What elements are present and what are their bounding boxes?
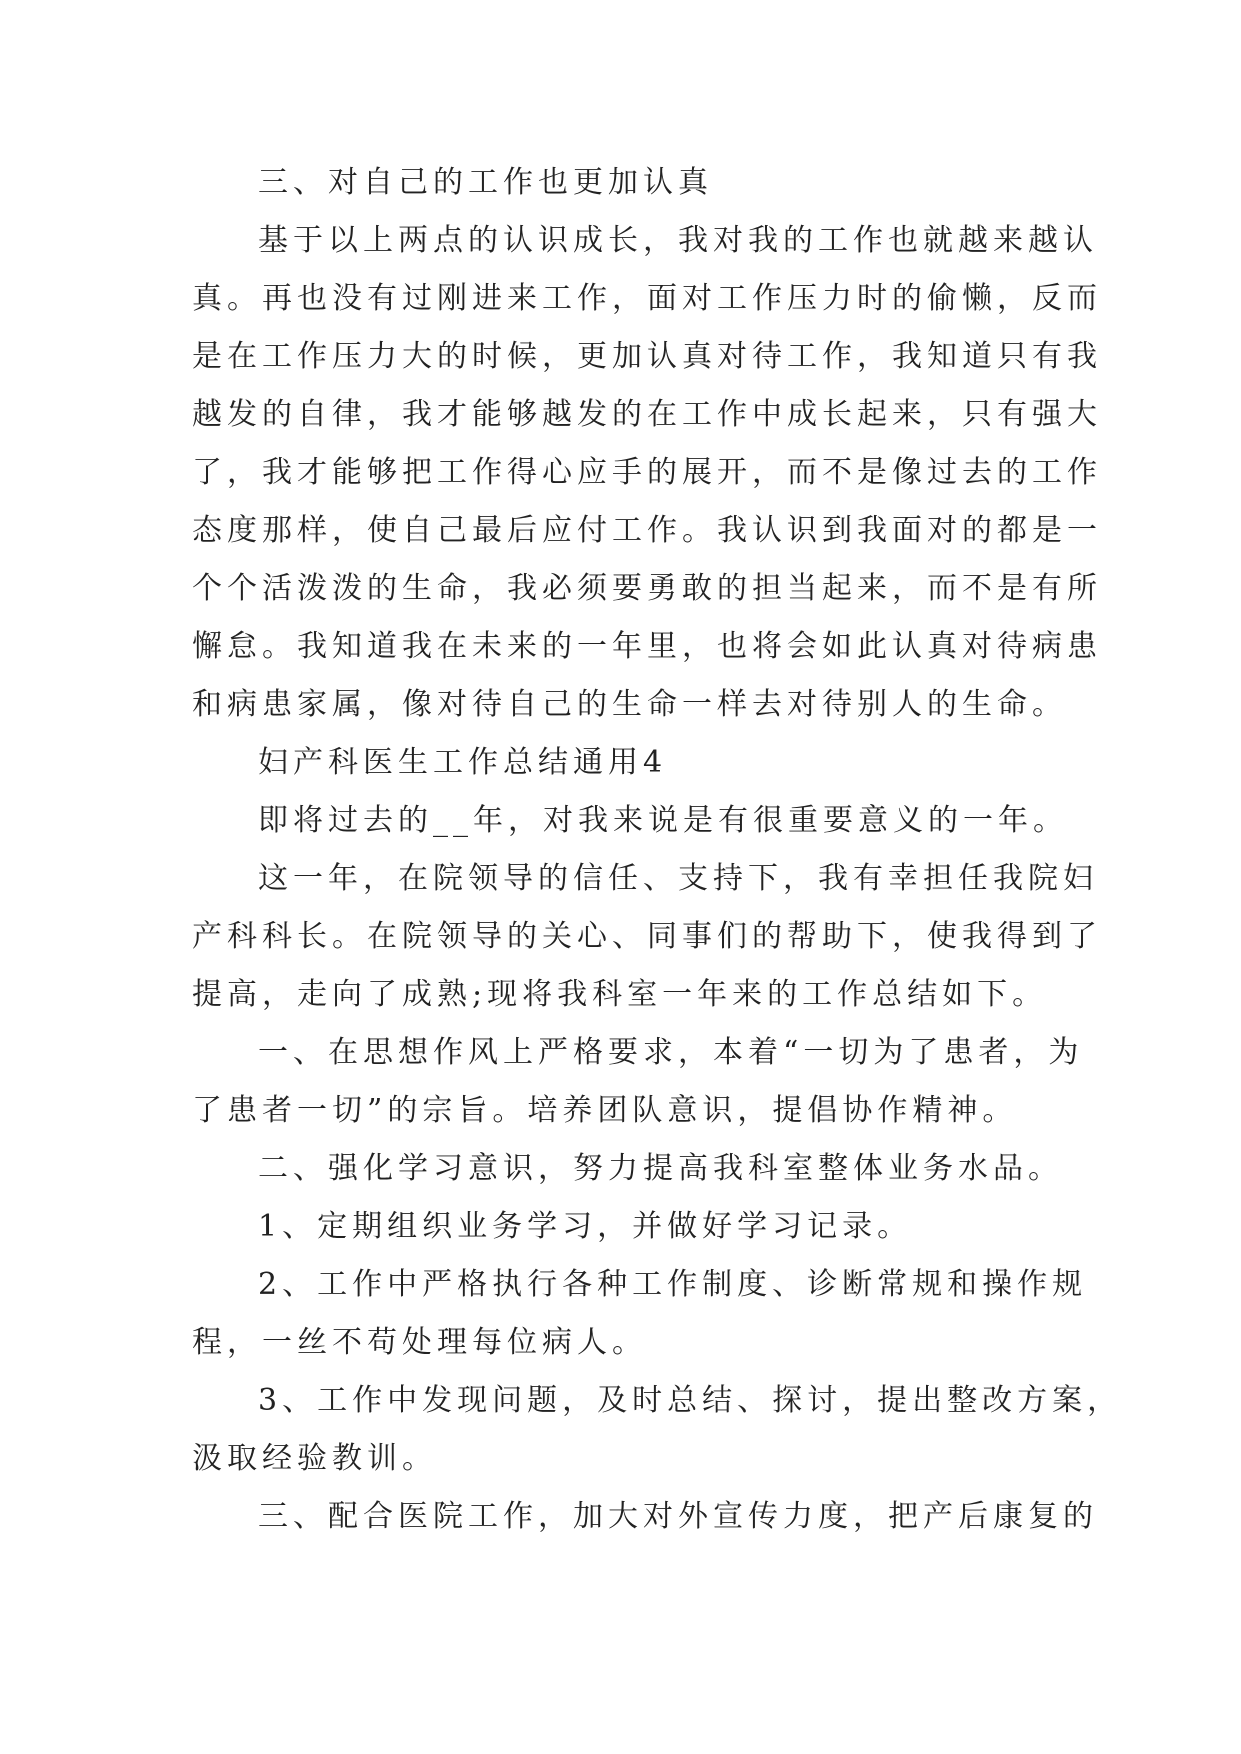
paragraph-line: 基于以上两点的认识成长，我对我的工作也就越来越认 xyxy=(258,223,1098,258)
document-body xyxy=(192,154,1123,1546)
paragraph-line: 即将过去的__年，对我来说是有很重要意义的一年。 xyxy=(258,803,1068,838)
section-heading-line: 一、在思想作风上严格要求，本着“一切为了患者，为 xyxy=(258,1035,1084,1070)
paragraph-line: 态度那样，使自己最后应付工作。我认识到我面对的都是一 xyxy=(192,513,1102,548)
article-title: 妇产科医生工作总结通用4 xyxy=(258,745,668,780)
paragraph-line: 真。再也没有过刚进来工作，面对工作压力时的偷懒，反而 xyxy=(192,281,1102,316)
paragraph-line: 程，一丝不苟处理每位病人。 xyxy=(192,1325,647,1360)
section-heading-line: 二、强化学习意识，努力提高我科室整体业务水品。 xyxy=(258,1151,1063,1186)
section-heading-line: 三、配合医院工作，加大对外宣传力度，把产后康复的 xyxy=(258,1499,1098,1534)
paragraph-line: 了患者一切”的宗旨。培养团队意识，提倡协作精神。 xyxy=(192,1093,1018,1128)
paragraph-line: 个个活泼泼的生命，我必须要勇敢的担当起来，而不是有所 xyxy=(192,571,1102,606)
list-item: 2、工作中严格执行各种工作制度、诊断常规和操作规 xyxy=(258,1267,1088,1302)
section-heading-work-attitude: 三、对自己的工作也更加认真 xyxy=(258,165,713,200)
paragraph-line: 提高，走向了成熟;现将我科室一年来的工作总结如下。 xyxy=(192,977,1048,1012)
list-item: 3、工作中发现问题，及时总结、探讨，提出整改方案， xyxy=(258,1383,1123,1418)
paragraph-line: 是在工作压力大的时候，更加认真对待工作，我知道只有我 xyxy=(192,339,1102,374)
paragraph-line: 汲取经验教训。 xyxy=(192,1441,437,1476)
paragraph-line: 这一年，在院领导的信任、支持下，我有幸担任我院妇 xyxy=(258,861,1098,896)
paragraph-line: 了，我才能够把工作得心应手的展开，而不是像过去的工作 xyxy=(192,455,1102,490)
paragraph-line: 产科科长。在院领导的关心、同事们的帮助下，使我得到了 xyxy=(192,919,1102,954)
paragraph-line: 越发的自律，我才能够越发的在工作中成长起来，只有强大 xyxy=(192,397,1102,432)
list-item: 1、定期组织业务学习，并做好学习记录。 xyxy=(258,1209,913,1244)
paragraph-line: 懈怠。我知道我在未来的一年里，也将会如此认真对待病患 xyxy=(192,629,1102,664)
paragraph-line: 和病患家属，像对待自己的生命一样去对待别人的生命。 xyxy=(192,687,1067,722)
